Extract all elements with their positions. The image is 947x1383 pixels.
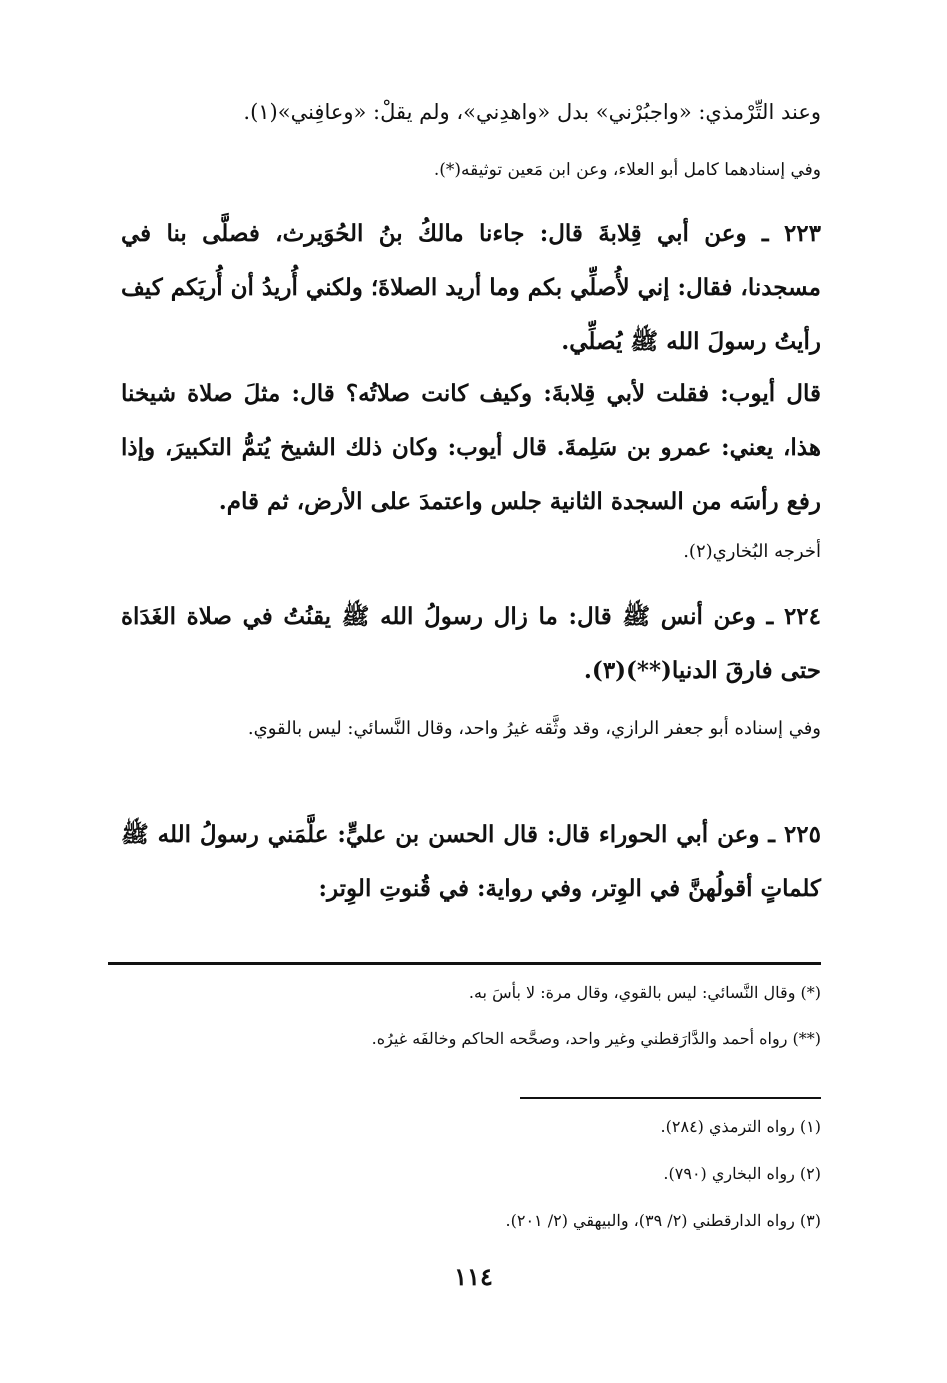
footnote-1: (١) رواه الترمذي (٢٨٤). [660,1117,821,1136]
footnote-2: (٢) رواه البخاري (٧٩٠). [663,1164,821,1183]
hadith-225: ٢٢٥ ـ وعن أبي الحوراء قال: قال الحسن بن عليٍّ: علَّمَني رسولُ الله ﷺ كلماتٍ أقولُهنَّ في الوِتر، وفي رواية: في قُنوتِ الوِتر: [121,821,821,902]
separator-rule [108,962,821,965]
text-line-tirmidhi: وعند التِّرْمذي: «واجبُرْني» بدل «واهدِني»، ولم يقلْ: «وعافِني»(١). [243,100,821,124]
text-line-isnad: وفي إسنادهما كامل أبو العلاء، وعن ابن مَعين توثيقه(*). [433,160,821,180]
hadith-224-note: وفي إسناده أبو جعفر الرازي، وقد وثَّقه غيرُ واحد، وقال النَّسائي: ليس بالقوي. [247,718,821,739]
star-note-2: (**) رواه أحمد والدَّارَقطني وغير واحد، وصحَّحه الحاكم وخالفَه غيرُه. [371,1029,821,1048]
page-number: ١١٤ [454,1262,493,1291]
star-note-1: (*) وقال النَّسائي: ليس بالقوي، وقال مرة: لا بأسَ به. [468,983,821,1002]
bukhari-line: أخرجه البُخاري(٢). [683,541,821,562]
hadith-224: ٢٢٤ ـ وعن أنس ﷺ قال: ما زال رسولُ الله ﷺ يقنُتُ في صلاة الغَدَاة حتى فارقَ الدنيا(**)(٣). [121,603,821,684]
footnote-rule [520,1097,821,1099]
ayyub-paragraph: قال أيوب: فقلت لأبي قِلابةَ: وكيف كانت صلاتُه؟ قال: مثلَ صلاة شيخنا هذا، يعني: عمرو بن سَلِمةَ. قال أيوب: وكان ذلك الشيخ يُتمُّ التكبيرَ، وإذا رفع رأسَه من السجدة الثانية جلس واعتمدَ على الأرض، ثم قام. [121,380,821,515]
footnote-3: (٣) رواه الدارقطني (٢/ ٣٩)، والبيهقي (٢/ ٢٠١). [505,1211,821,1230]
hadith-223: ٢٢٣ ـ وعن أبي قِلابةَ قال: جاءنا مالكُ بنُ الحُوَيرث، فصلَّى بنا في مسجدنا، فقال: إني لأُصلِّي بكم وما أريد الصلاةَ؛ ولكني أُريدُ أن أُريَكم كيف رأيتُ رسولَ الله ﷺ يُصلِّي. [121,220,821,355]
